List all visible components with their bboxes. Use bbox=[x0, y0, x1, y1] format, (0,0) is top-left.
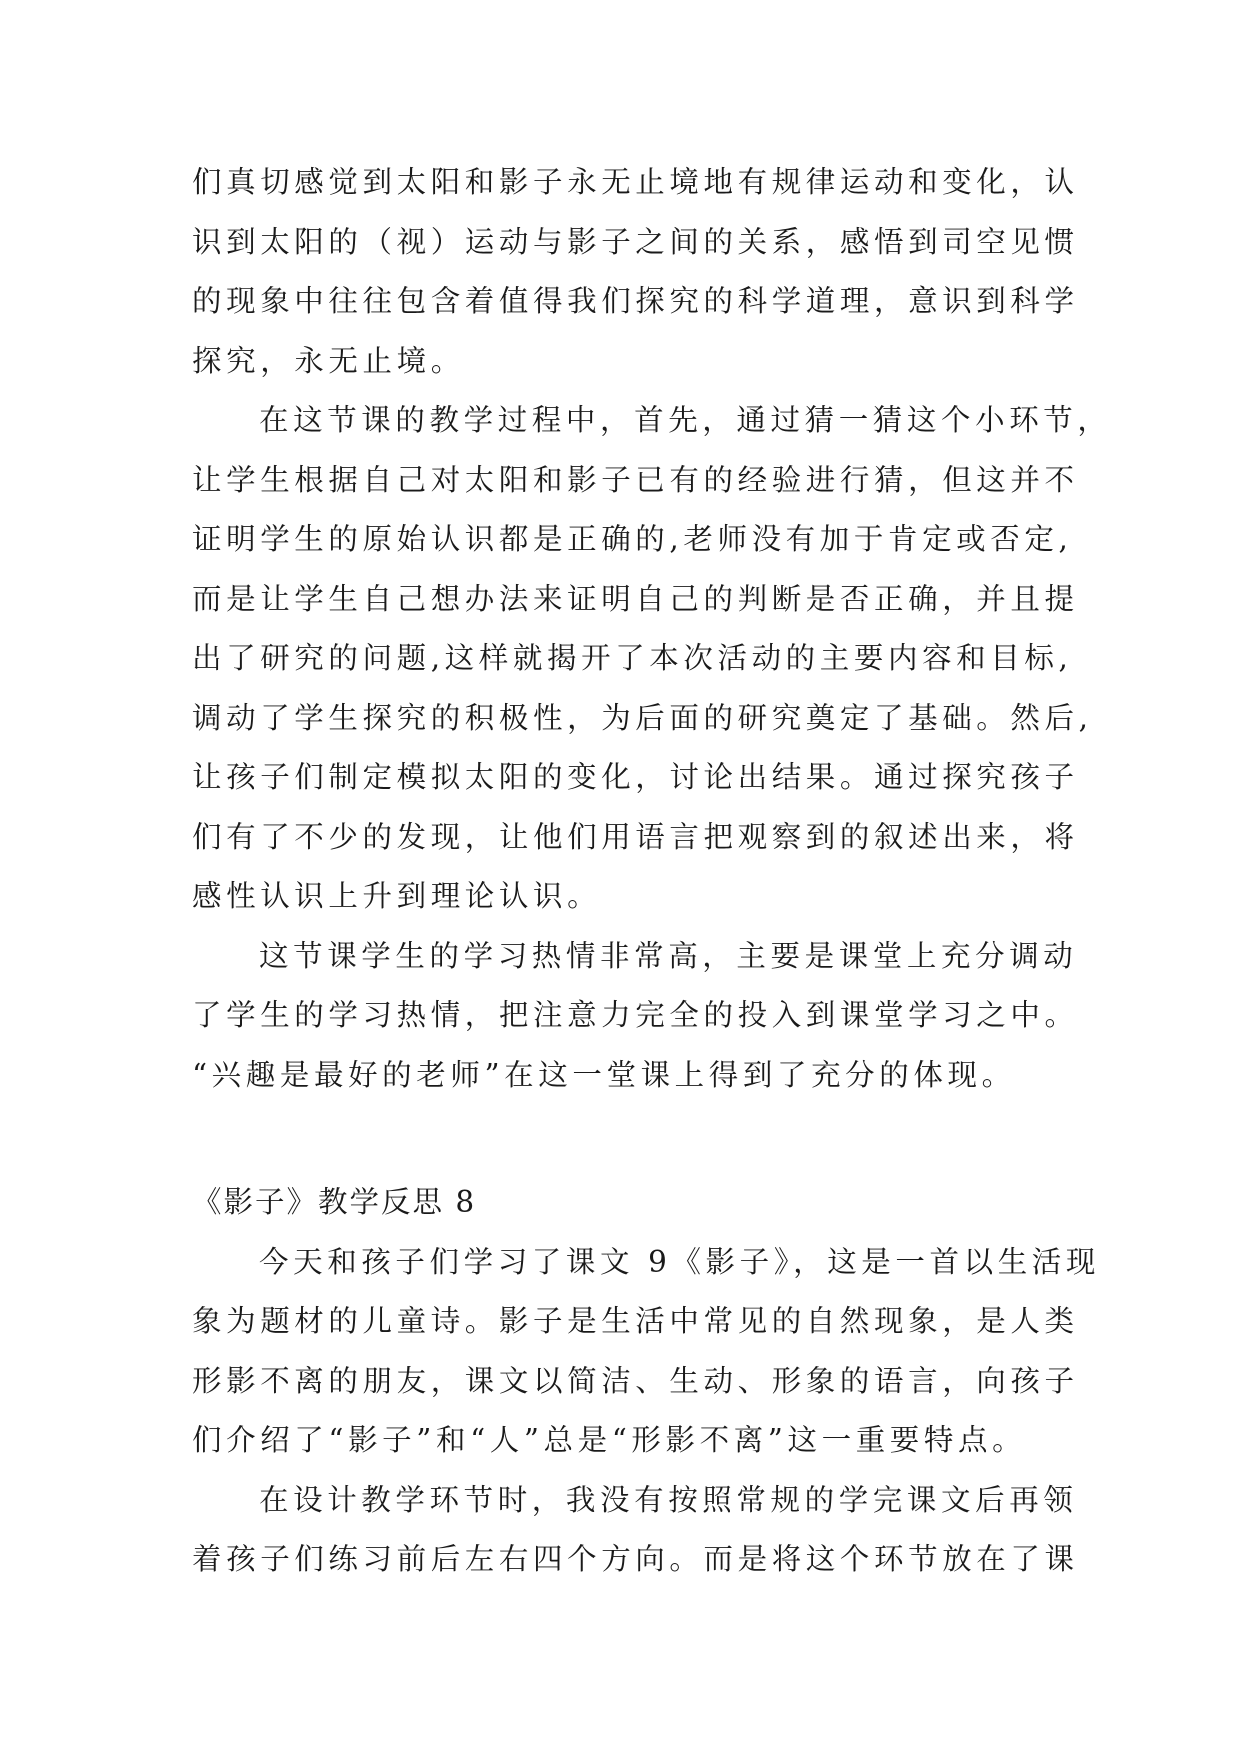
heading-text: 《影子》教学反思 8 bbox=[192, 1185, 477, 1219]
document-page bbox=[192, 153, 1112, 1590]
text-line: 们有了不少的发现，让他们用语言把观察到的叙述出来，将 bbox=[192, 819, 1079, 854]
text-line: 让学生根据自己对太阳和影子已有的经验进行猜，但这并不 bbox=[192, 462, 1079, 497]
text-line: 今天和孩子们学习了课文 9《影子》，这是一首以生活现 bbox=[259, 1244, 1100, 1279]
paragraph-3 bbox=[192, 927, 1079, 1106]
text-line: 感性认识上升到理论认识。 bbox=[192, 879, 602, 913]
text-line: 识到太阳的（视）运动与影子之间的关系，感悟到司空见惯 bbox=[192, 224, 1079, 259]
text-line: 出了研究的问题,这样就揭开了本次活动的主要内容和目标, bbox=[192, 641, 1073, 675]
paragraph-2 bbox=[192, 391, 1112, 927]
text-line: 证明学生的原始认识都是正确的,老师没有加于肯定或否定, bbox=[192, 522, 1073, 556]
text-line: 调动了学生探究的积极性，为后面的研究奠定了基础。然后, bbox=[192, 700, 1093, 735]
text-line: 探究，永无止境。 bbox=[192, 343, 465, 378]
text-line: 了学生的学习热情，把注意力完全的投入到课堂学习之中。 bbox=[192, 998, 1079, 1032]
text-line: “兴趣是最好的老师”在这一堂课上得到了充分的体现。 bbox=[192, 1057, 1016, 1092]
paragraph-4 bbox=[192, 1233, 1100, 1471]
section-gap bbox=[192, 1105, 1054, 1173]
text-line: 让孩子们制定模拟太阳的变化，讨论出结果。通过探究孩子 bbox=[192, 760, 1079, 794]
text-line: 们介绍了“影子”和“人”总是“形影不离”这一重要特点。 bbox=[192, 1423, 1027, 1457]
text-line: 们真切感觉到太阳和影子永无止境地有规律运动和变化，认 bbox=[192, 165, 1079, 199]
paragraph-5 bbox=[192, 1471, 1079, 1590]
text-line: 着孩子们练习前后左右四个方向。而是将这个环节放在了课 bbox=[192, 1542, 1079, 1576]
text-line: 这节课学生的学习热情非常高，主要是课堂上充分调动 bbox=[259, 938, 1078, 973]
text-line: 象为题材的儿童诗。影子是生活中常见的自然现象，是人类 bbox=[192, 1304, 1079, 1338]
section-heading bbox=[192, 1173, 1054, 1233]
text-line: 而是让学生自己想办法来证明自己的判断是否正确，并且提 bbox=[192, 581, 1079, 616]
text-line: 的现象中往往包含着值得我们探究的科学道理，意识到科学 bbox=[192, 284, 1079, 318]
text-line: 在设计教学环节时，我没有按照常规的学完课文后再领 bbox=[259, 1482, 1078, 1517]
text-line: 形影不离的朋友，课文以简洁、生动、形象的语言，向孩子 bbox=[192, 1363, 1079, 1398]
text-line: 在这节课的教学过程中，首先，通过猜一猜这个小环节， bbox=[259, 403, 1112, 437]
paragraph-1 bbox=[192, 153, 1079, 391]
